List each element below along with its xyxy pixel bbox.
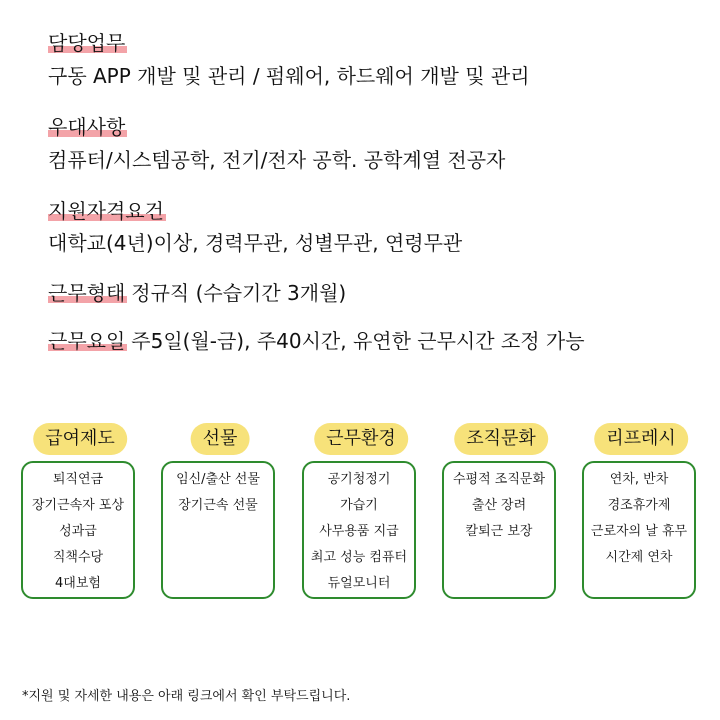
benefit-item: 수평적 조직문화 — [452, 472, 546, 487]
benefit-card — [442, 461, 556, 599]
benefit-item: 칼퇴근 보장 — [465, 524, 533, 539]
heading-text: 근무요일 — [48, 329, 126, 353]
benefit-card — [582, 461, 696, 599]
section-heading-duties — [48, 30, 127, 56]
benefit-card — [161, 461, 275, 599]
heading-text: 지원자격요건 — [48, 199, 164, 223]
footnote: *지원 및 자세한 내용은 아래 링크에서 확인 부탁드립니다. — [22, 689, 351, 704]
benefit-card — [21, 461, 135, 599]
benefit-item: 4대보험 — [55, 576, 101, 591]
heading-text: 근무형태 — [48, 281, 126, 305]
benefit-item: 가습기 — [340, 498, 378, 513]
workdays-value: 주5일(월-금), 주40시간, 유연한 근무시간 조정 가능 — [131, 329, 585, 353]
benefit-title: 급여제도 — [33, 423, 127, 455]
benefit-item: 공기청정기 — [327, 472, 391, 487]
benefit-item: 연차, 반차 — [609, 472, 669, 487]
benefit-item: 성과급 — [59, 524, 97, 539]
benefit-title: 리프레시 — [594, 423, 688, 455]
section-workdays — [48, 328, 585, 354]
benefit-card — [302, 461, 416, 599]
benefit-item: 근로자의 날 휴무 — [590, 524, 688, 539]
section-employment-type — [48, 280, 346, 306]
benefit-item: 시간제 연차 — [605, 550, 673, 565]
heading-text: 우대사항 — [48, 115, 126, 139]
heading-text: 담당업무 — [48, 31, 126, 55]
section-body-qualifications: 대학교(4년)이상, 경력무관, 성별무관, 연령무관 — [48, 231, 463, 255]
section-heading-qualifications — [48, 198, 166, 224]
benefit-title: 선물 — [191, 423, 250, 455]
benefit-item: 경조휴가제 — [607, 498, 671, 513]
section-body-duties: 구동 APP 개발 및 관리 / 펌웨어, 하드웨어 개발 및 관리 — [48, 64, 530, 88]
benefit-title: 조직문화 — [454, 423, 548, 455]
benefit-item: 장기근속자 포상 — [31, 498, 125, 513]
section-heading-preferred — [48, 114, 127, 140]
benefit-title: 근무환경 — [314, 423, 408, 455]
benefit-item: 듀얼모니터 — [327, 576, 391, 591]
benefit-item: 사무용품 지급 — [319, 524, 399, 539]
benefit-item: 임신/출산 선물 — [176, 472, 260, 487]
section-body-preferred: 컴퓨터/시스템공학, 전기/전자 공학. 공학계열 전공자 — [48, 148, 506, 172]
benefit-item: 직책수당 — [52, 550, 104, 565]
benefit-item: 장기근속 선물 — [178, 498, 258, 513]
benefit-item: 퇴직연금 — [52, 472, 104, 487]
employment-type-value: 정규직 (수습기간 3개월) — [131, 281, 347, 305]
benefit-item: 출산 장려 — [471, 498, 527, 513]
benefit-item: 최고 성능 컴퓨터 — [310, 550, 408, 565]
